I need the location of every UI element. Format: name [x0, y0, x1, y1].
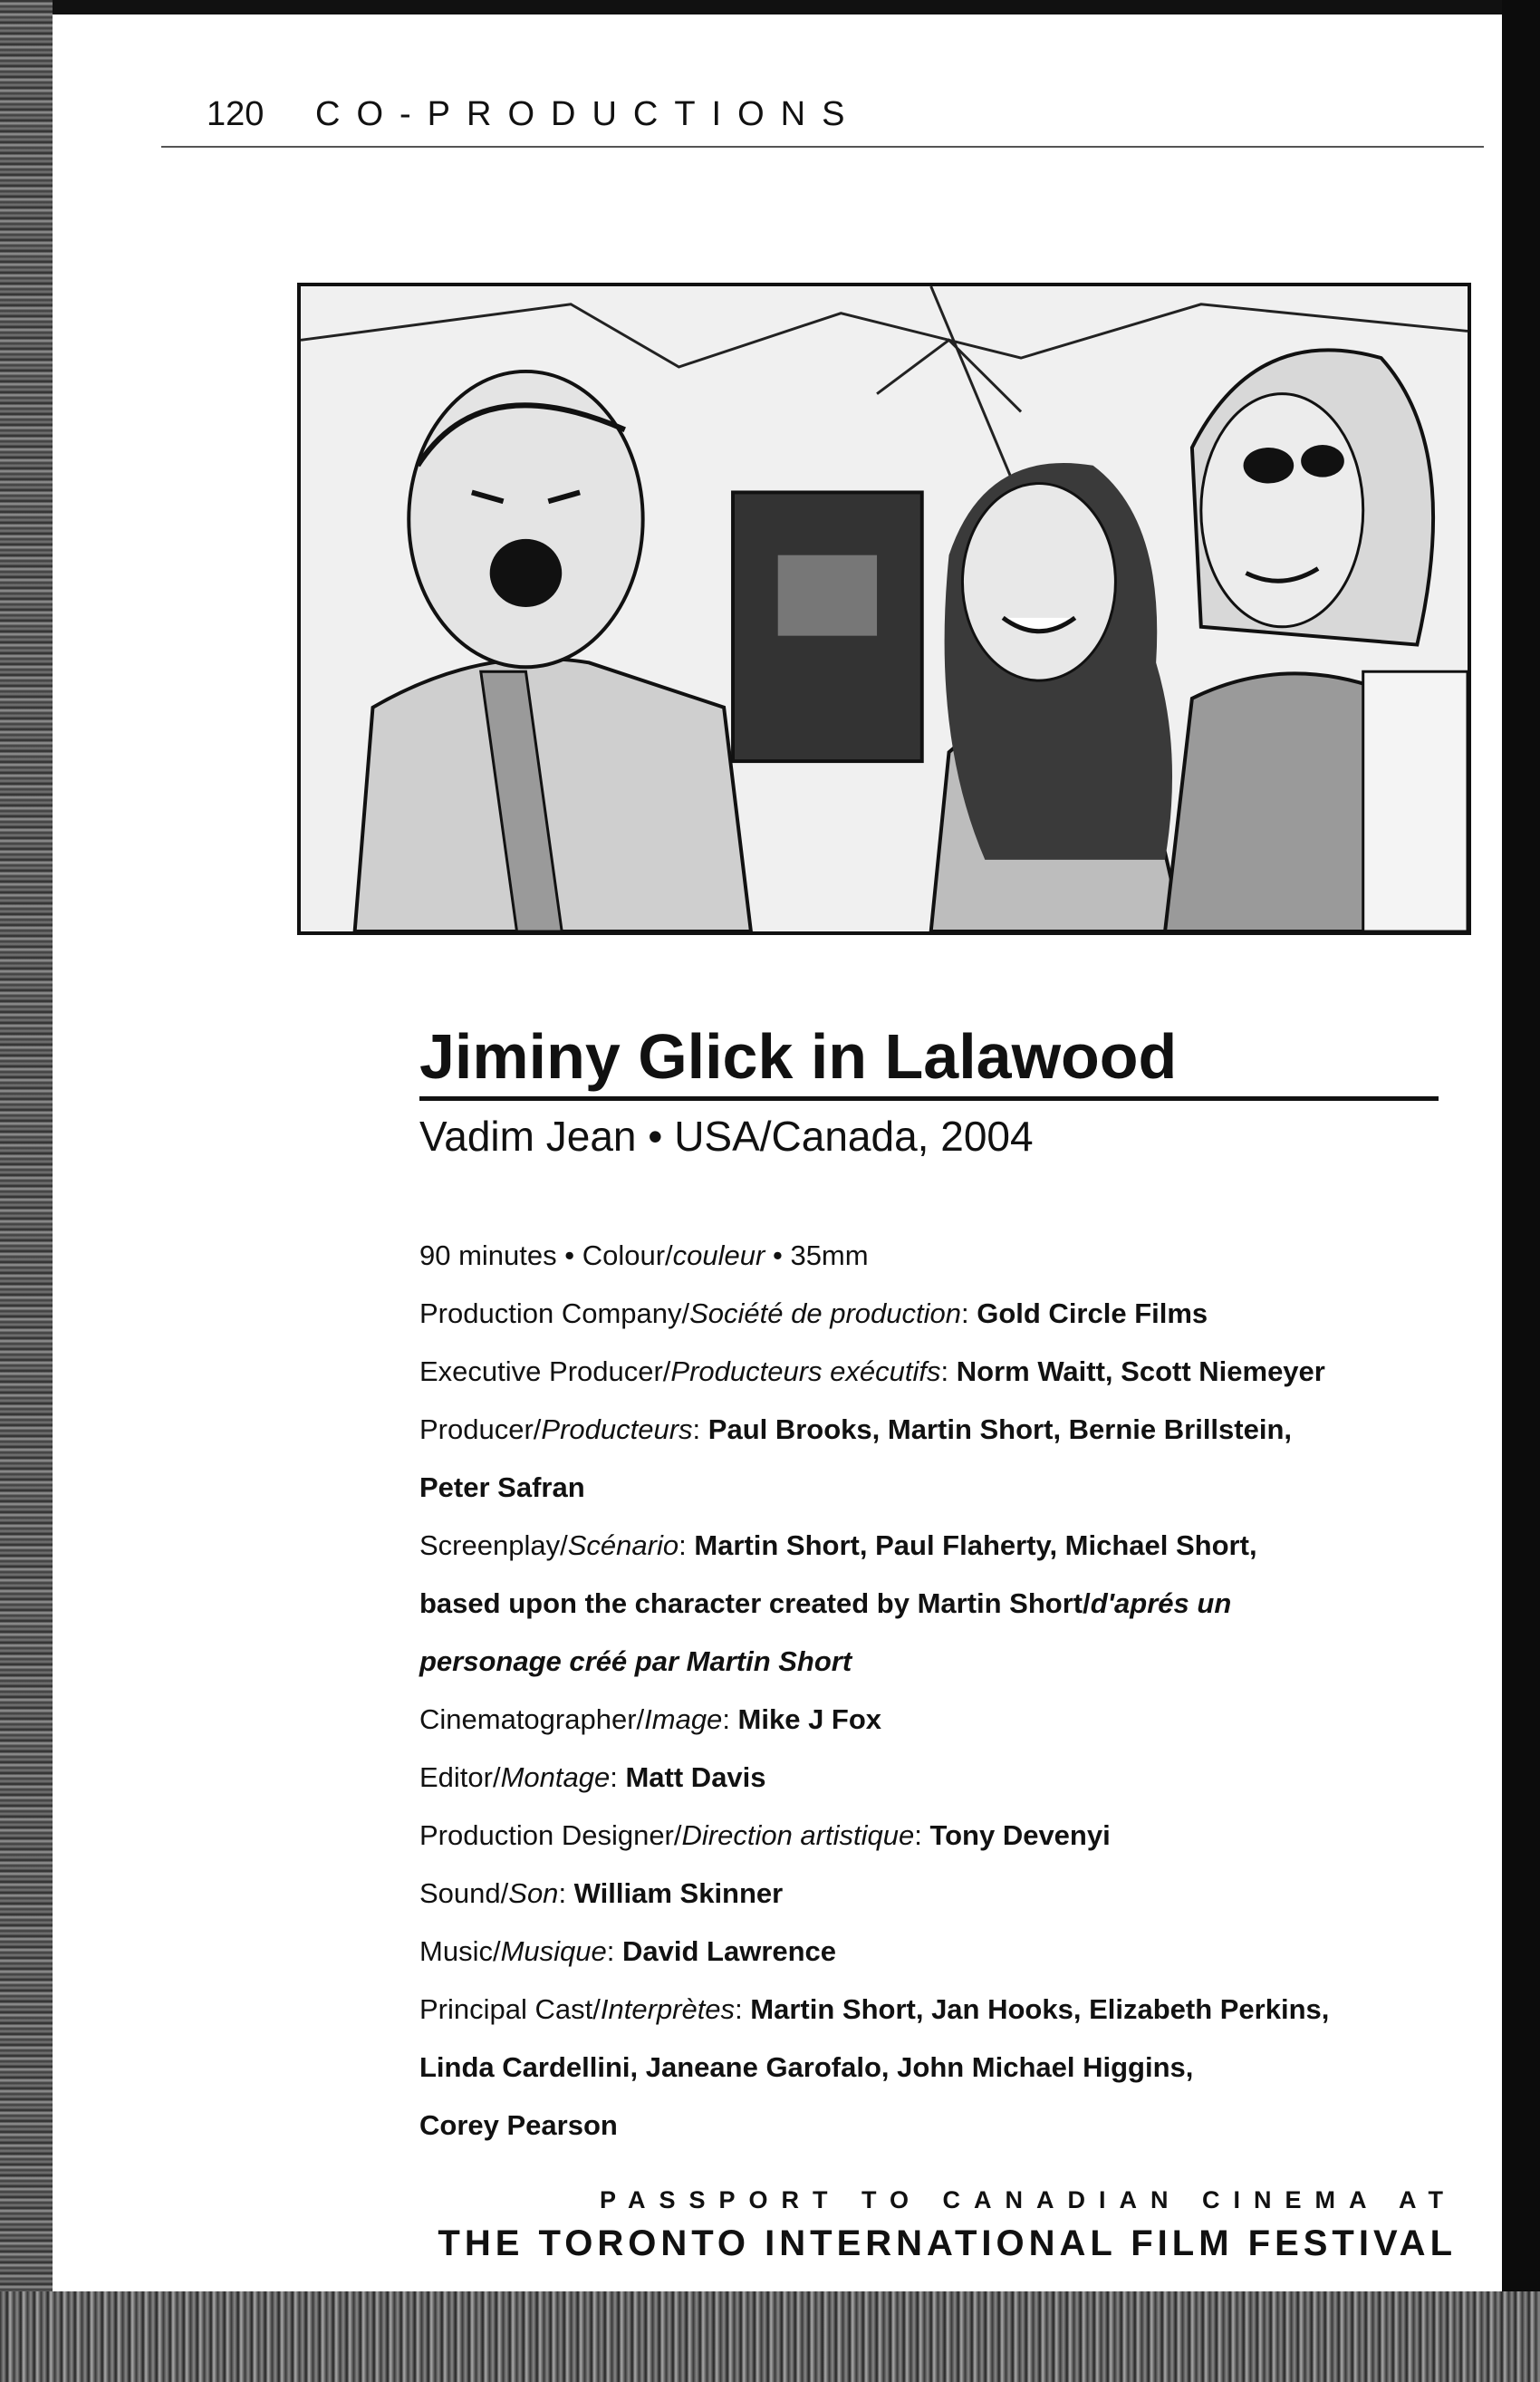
- film-country-year: USA/Canada, 2004: [674, 1113, 1034, 1160]
- scan-border-left: [0, 0, 53, 2382]
- credit-principal-cast-cont: [419, 2039, 1461, 2097]
- credit-value: Linda Cardellini, Janeane Garofalo, John Michael Higgins,: [419, 2051, 1194, 2083]
- film-director: Vadim Jean: [419, 1113, 637, 1160]
- credit-producer-cont: [419, 1459, 1461, 1517]
- credit-label: Cinematographer/: [419, 1703, 645, 1735]
- footer: [438, 2180, 1457, 2267]
- credit-value: Peter Safran: [419, 1471, 585, 1503]
- credit-value: Martin Short, Jan Hooks, Elizabeth Perkins,: [750, 1993, 1330, 2025]
- credit-value: Gold Circle Films: [977, 1297, 1208, 1329]
- film-still-illustration: [301, 286, 1468, 931]
- scan-border-right: [1502, 0, 1540, 2382]
- spec-runtime: 90 minutes: [419, 1239, 557, 1271]
- spec-colour: Colour/: [582, 1239, 673, 1271]
- credit-value: William Skinner: [573, 1877, 784, 1909]
- credit-label-fr: Société de production: [689, 1297, 961, 1329]
- credit-music: Music/Musique: David Lawrence: [419, 1935, 837, 1967]
- credit-label: Sound/: [419, 1877, 509, 1909]
- credit-label-fr: Direction artistique: [681, 1819, 915, 1851]
- credit-screenplay: Screenplay/Scénario: Martin Short, Paul Flaherty, Michael Short,: [419, 1529, 1257, 1561]
- credits-list: [419, 1227, 1461, 2155]
- credit-editor: Editor/Montage: Matt Davis: [419, 1761, 766, 1793]
- credit-principal-cast: Principal Cast/Interprètes: Martin Short, Jan Hooks, Elizabeth Perkins,: [419, 1993, 1330, 2025]
- credit-value: David Lawrence: [622, 1935, 837, 1967]
- credit-value-fr: personage créé par Martin Short: [419, 1645, 852, 1677]
- credit-production-company: Production Company/Société de production: Gold Circle Films: [419, 1297, 1208, 1329]
- credit-label: Editor/: [419, 1761, 501, 1793]
- title-rule: [419, 1096, 1439, 1101]
- film-title-block: [419, 1018, 1439, 1162]
- credit-value: Matt Davis: [625, 1761, 766, 1793]
- specs-line: 90 minutes • Colour/couleur • 35mm: [419, 1239, 869, 1271]
- film-title: Jiminy Glick in Lalawood: [419, 1021, 1178, 1092]
- credit-value: based upon the character created by Martin Short/: [419, 1587, 1091, 1619]
- credit-label: Screenplay/: [419, 1529, 568, 1561]
- credit-label: Production Company/: [419, 1297, 690, 1329]
- credit-label: Principal Cast/: [419, 1993, 601, 2025]
- credit-value: Norm Waitt, Scott Niemeyer: [956, 1355, 1325, 1387]
- scan-border-bottom: [0, 2291, 1540, 2382]
- spec-colour-fr: couleur: [672, 1239, 765, 1271]
- credit-producer: Producer/Producteurs: Paul Brooks, Martin Short, Bernie Brillstein,: [419, 1413, 1293, 1445]
- running-head-rule: [161, 146, 1484, 148]
- credit-label-fr: Montage: [500, 1761, 611, 1793]
- section-title: CO-PRODUCTIONS: [315, 95, 861, 133]
- credit-sound: Sound/Son: William Skinner: [419, 1877, 784, 1909]
- credit-value: Tony Devenyi: [929, 1819, 1111, 1851]
- credit-label: Production Designer/: [419, 1819, 682, 1851]
- credit-label-fr: Scénario: [567, 1529, 679, 1561]
- footer-line-1: PASSPORT TO CANADIAN CINEMA AT: [599, 2186, 1457, 2213]
- document-page: [53, 14, 1502, 2291]
- credit-principal-cast-cont-2: [419, 2097, 1461, 2155]
- spec-format: 35mm: [790, 1239, 869, 1271]
- film-byline: [419, 1110, 1439, 1162]
- credit-value: Paul Brooks, Martin Short, Bernie Brillstein,: [707, 1413, 1293, 1445]
- credit-screenplay-cont-2: [419, 1633, 1461, 1691]
- credit-label-fr: Image: [644, 1703, 723, 1735]
- credit-cinematographer: Cinematographer/Image: Mike J Fox: [419, 1703, 882, 1735]
- credit-value-fr: d'aprés un: [1090, 1587, 1232, 1619]
- credit-label-fr: Interprètes: [600, 1993, 736, 2025]
- credit-production-designer: Production Designer/Direction artistique: Tony Devenyi: [419, 1819, 1111, 1851]
- byline-separator: •: [636, 1113, 675, 1160]
- running-head: [207, 87, 1384, 141]
- credit-value: Mike J Fox: [737, 1703, 882, 1735]
- credit-value: Martin Short, Paul Flaherty, Michael Short,: [694, 1529, 1257, 1561]
- credit-label: Producer/: [419, 1413, 542, 1445]
- credit-label-fr: Musique: [500, 1935, 607, 1967]
- credit-label-fr: Producteurs: [541, 1413, 693, 1445]
- scan-border-top: [0, 0, 1540, 14]
- credit-label: Music/: [419, 1935, 501, 1967]
- film-still-photo: [297, 283, 1471, 935]
- credit-executive-producer: Executive Producer/Producteurs exécutifs: Norm Waitt, Scott Niemeyer: [419, 1355, 1325, 1387]
- credit-label: Executive Producer/: [419, 1355, 671, 1387]
- credit-label-fr: Producteurs exécutifs: [670, 1355, 941, 1387]
- credit-screenplay-cont: [419, 1575, 1461, 1633]
- footer-line-2: THE TORONTO INTERNATIONAL FILM FESTIVAL: [438, 2223, 1457, 2263]
- credit-value: Corey Pearson: [419, 2109, 618, 2141]
- credit-label-fr: Son: [508, 1877, 559, 1909]
- page-number: 120: [207, 95, 265, 133]
